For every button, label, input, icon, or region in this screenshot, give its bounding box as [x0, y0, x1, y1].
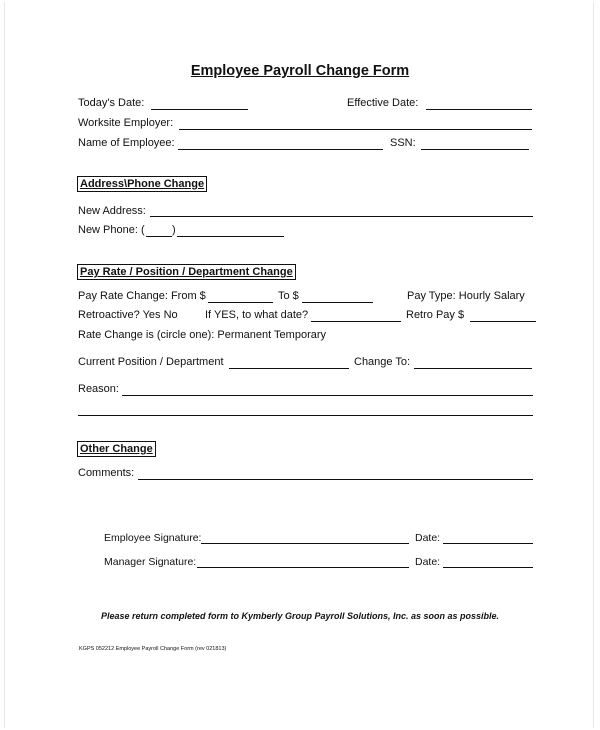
retro-pay-label: Retro Pay $ — [406, 309, 465, 321]
comments-label: Comments: — [78, 467, 135, 479]
phone-number-field[interactable] — [177, 236, 284, 237]
ssn-field[interactable] — [421, 149, 529, 150]
pay-rate-heading: Pay Rate / Position / Department Change — [77, 264, 296, 280]
todays-date-label: Today's Date: — [78, 97, 145, 109]
other-change-heading: Other Change — [77, 441, 156, 457]
change-to-field[interactable] — [414, 368, 532, 369]
phone-paren-close: ) — [172, 224, 176, 236]
todays-date-field[interactable] — [151, 109, 248, 110]
worksite-employer-field[interactable] — [179, 129, 532, 130]
reason-field-line-1[interactable] — [122, 395, 533, 396]
ssn-label: SSN: — [390, 137, 416, 149]
reason-field-line-2[interactable] — [78, 415, 533, 416]
employee-signature-field[interactable] — [201, 543, 409, 544]
form-title: Employee Payroll Change Form — [190, 63, 410, 79]
employee-signature-date-field[interactable] — [443, 543, 533, 544]
phone-area-code-field[interactable] — [146, 236, 172, 237]
current-position-label: Current Position / Department — [78, 356, 224, 368]
address-phone-heading: Address\Phone Change — [77, 176, 207, 192]
employee-signature-date-label: Date: — [415, 532, 441, 544]
employee-name-label: Name of Employee: — [78, 137, 175, 149]
new-phone-label: New Phone: ( — [78, 224, 145, 236]
retro-date-label: If YES, to what date? — [205, 309, 309, 321]
return-instructions: Please return completed form to Kymberly Group Payroll Solutions, Inc. as soon as possible. — [100, 611, 500, 621]
manager-signature-date-field[interactable] — [443, 567, 533, 568]
effective-date-label: Effective Date: — [347, 97, 419, 109]
retro-pay-field[interactable] — [470, 321, 536, 322]
new-address-label: New Address: — [78, 205, 146, 217]
retroactive-label: Retroactive? Yes No — [78, 309, 178, 321]
retro-date-field[interactable] — [311, 321, 401, 322]
new-address-field[interactable] — [150, 216, 533, 217]
employee-signature-label: Employee Signature: — [104, 532, 202, 544]
reason-label: Reason: — [78, 383, 119, 395]
pay-type-label: Pay Type: Hourly Salary — [407, 290, 525, 302]
worksite-employer-label: Worksite Employer: — [78, 117, 174, 129]
current-position-field[interactable] — [229, 368, 349, 369]
pay-rate-from-field[interactable] — [208, 302, 273, 303]
employee-name-field[interactable] — [178, 149, 383, 150]
manager-signature-field[interactable] — [197, 567, 409, 568]
effective-date-field[interactable] — [426, 109, 532, 110]
rate-change-label: Rate Change is (circle one): Permanent Temporary — [78, 329, 327, 341]
pay-rate-from-label: Pay Rate Change: From $ — [78, 290, 206, 302]
form-footer-code: KGPS 052212 Employee Payroll Change Form (rev 021813) — [79, 646, 227, 652]
change-to-label: Change To: — [354, 356, 411, 368]
comments-field[interactable] — [138, 479, 533, 480]
pay-rate-to-field[interactable] — [302, 302, 373, 303]
manager-signature-date-label: Date: — [415, 556, 441, 568]
pay-rate-to-label: To $ — [278, 290, 299, 302]
manager-signature-label: Manager Signature: — [104, 556, 197, 568]
